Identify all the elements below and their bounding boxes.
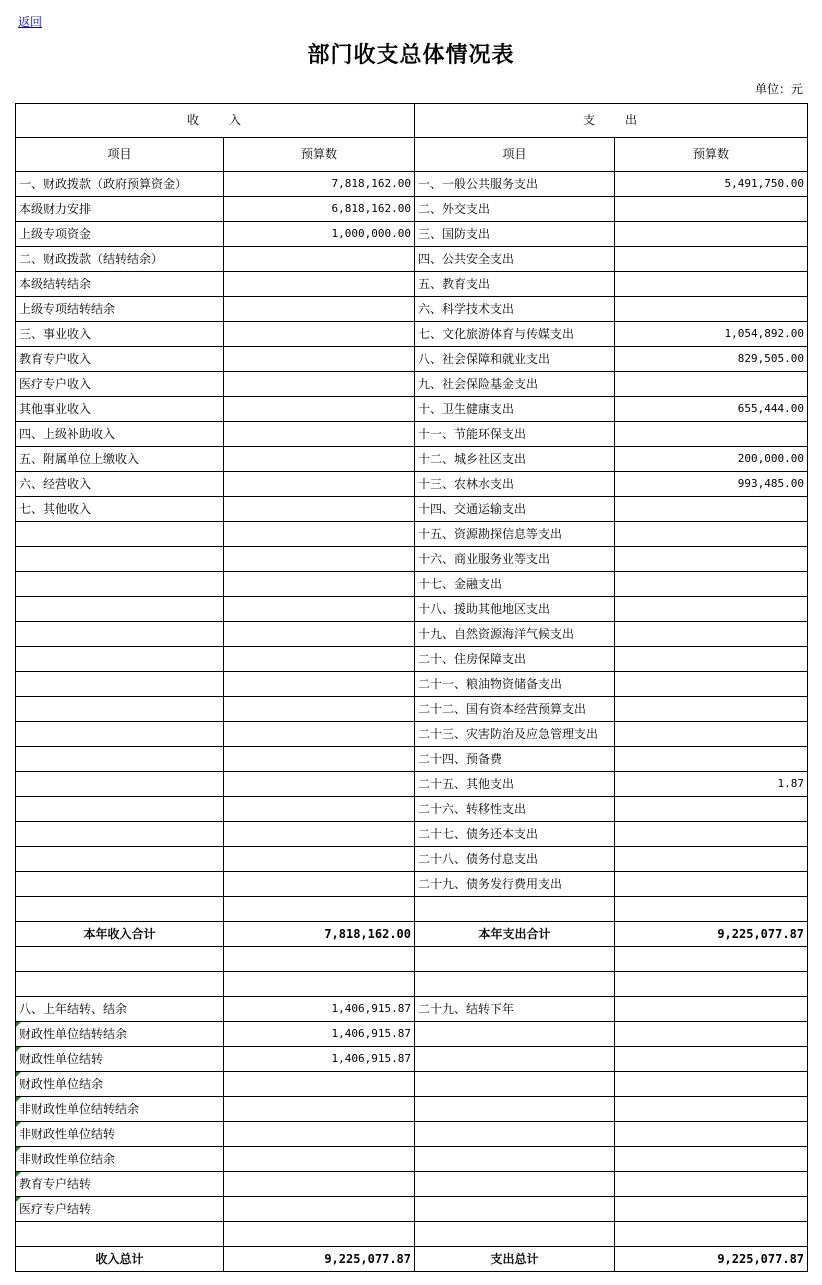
- income-budget-cell: [224, 1147, 415, 1172]
- expense-budget-cell: [615, 572, 808, 597]
- income-item-cell: 八、上年结转、结余: [16, 997, 224, 1022]
- expense-item-cell: 十五、资源勘探信息等支出: [415, 522, 615, 547]
- cell-comment-marker: [16, 1197, 21, 1202]
- income-item-cell: 六、经营收入: [16, 472, 224, 497]
- income-budget-cell: [224, 472, 415, 497]
- income-item-cell: [16, 572, 224, 597]
- expense-total-label: 本年支出合计: [415, 922, 615, 947]
- table-row: [16, 1197, 808, 1222]
- expense-budget-cell: [615, 822, 808, 847]
- unit-label: 单位：元: [754, 82, 803, 96]
- income-item-cell: [16, 672, 224, 697]
- table-row: [16, 1172, 808, 1197]
- income-budget-cell: [224, 772, 415, 797]
- expense-budget-cell: 1.87: [615, 772, 808, 797]
- income-item-cell: 五、附属单位上缴收入: [16, 447, 224, 472]
- cell-comment-marker: [16, 1097, 21, 1102]
- income-item-cell: 上级专项资金: [16, 222, 224, 247]
- table-row: [16, 247, 808, 272]
- income-total-value: 9,225,077.87: [224, 1247, 415, 1272]
- income-item-cell: [16, 722, 224, 747]
- table-row: [16, 1122, 808, 1147]
- table-row: [16, 972, 808, 997]
- table-row: [16, 322, 808, 347]
- expense-item-cell: 二十一、粮油物资储备支出: [415, 672, 615, 697]
- table-row: [16, 1222, 808, 1247]
- income-total-label: 收入总计: [16, 1247, 224, 1272]
- expense-item-cell: 十三、农林水支出: [415, 472, 615, 497]
- section-header-row: [16, 104, 808, 138]
- table-row: [16, 547, 808, 572]
- table-row: [16, 722, 808, 747]
- expense-item-cell: 二十九、债务发行费用支出: [415, 872, 615, 897]
- income-budget-cell: [224, 672, 415, 697]
- table-body: [16, 172, 808, 1272]
- income-budget-cell: [224, 547, 415, 572]
- table-row: [16, 622, 808, 647]
- income-item-cell: 二、财政拨款（结转结余）: [16, 247, 224, 272]
- income-item-cell: 本级财力安排: [16, 197, 224, 222]
- expense-item-cell: 二十三、灾害防治及应急管理支出: [415, 722, 615, 747]
- income-budget-cell: [224, 747, 415, 772]
- income-item-cell: [16, 897, 224, 922]
- income-total-value: 7,818,162.00: [224, 922, 415, 947]
- income-item-header: 项目: [16, 138, 224, 172]
- expense-item-cell: 二十七、债务还本支出: [415, 822, 615, 847]
- expense-budget-cell: 5,491,750.00: [615, 172, 808, 197]
- cell-comment-marker: [16, 1147, 21, 1152]
- expense-item-cell: 十九、自然资源海洋气候支出: [415, 622, 615, 647]
- expense-item-cell: 十八、援助其他地区支出: [415, 597, 615, 622]
- expense-budget-cell: [615, 622, 808, 647]
- income-budget-cell: [224, 572, 415, 597]
- income-budget-cell: [224, 322, 415, 347]
- cell-comment-marker: [16, 1122, 21, 1127]
- expense-budget-cell: [615, 722, 808, 747]
- table-row: [16, 647, 808, 672]
- expense-item-cell: [415, 897, 615, 922]
- expense-budget-cell: [615, 947, 808, 972]
- expense-budget-cell: 993,485.00: [615, 472, 808, 497]
- expense-budget-cell: [615, 647, 808, 672]
- table-row: [16, 747, 808, 772]
- expense-item-cell: 六、科学技术支出: [415, 297, 615, 322]
- expense-budget-cell: [615, 1147, 808, 1172]
- table-row: [16, 997, 808, 1022]
- income-budget-cell: [224, 972, 415, 997]
- expense-item-cell: 十一、节能环保支出: [415, 422, 615, 447]
- expense-item-cell: 二十八、债务付息支出: [415, 847, 615, 872]
- table-row: [16, 172, 808, 197]
- income-item-cell: [16, 972, 224, 997]
- expense-budget-cell: 829,505.00: [615, 347, 808, 372]
- table-row: [16, 522, 808, 547]
- expense-budget-cell: [615, 697, 808, 722]
- income-budget-cell: [224, 1222, 415, 1247]
- expense-item-cell: [415, 1047, 615, 1072]
- expense-budget-cell: [615, 1097, 808, 1122]
- table-row: [16, 947, 808, 972]
- income-budget-cell: [224, 622, 415, 647]
- cell-comment-marker: [16, 1072, 21, 1077]
- expense-item-header: 项目: [415, 138, 615, 172]
- expense-item-cell: 二十九、结转下年: [415, 997, 615, 1022]
- expense-item-cell: [415, 1147, 615, 1172]
- expense-item-cell: 七、文化旅游体育与传媒支出: [415, 322, 615, 347]
- table-row: [16, 822, 808, 847]
- table-row: [16, 1022, 808, 1047]
- expense-total-value: 9,225,077.87: [615, 1247, 808, 1272]
- expense-budget-cell: [615, 1122, 808, 1147]
- income-budget-cell: 1,406,915.87: [224, 1022, 415, 1047]
- table-row: [16, 497, 808, 522]
- budget-table: [15, 103, 808, 1272]
- income-item-cell: [16, 1222, 224, 1247]
- income-budget-cell: [224, 722, 415, 747]
- income-budget-cell: [224, 297, 415, 322]
- income-item-cell: [16, 847, 224, 872]
- expense-budget-cell: [615, 997, 808, 1022]
- expense-item-cell: [415, 1122, 615, 1147]
- income-budget-cell: [224, 1122, 415, 1147]
- table-row: [16, 872, 808, 897]
- expense-item-cell: 十二、城乡社区支出: [415, 447, 615, 472]
- income-item-cell: 财政性单位结转: [16, 1047, 224, 1072]
- income-item-cell: 财政性单位结转结余: [16, 1022, 224, 1047]
- income-budget-cell: [224, 372, 415, 397]
- expense-item-cell: 十、卫生健康支出: [415, 397, 615, 422]
- expense-total-value: 9,225,077.87: [615, 922, 808, 947]
- expense-budget-cell: [615, 547, 808, 572]
- table-row: [16, 447, 808, 472]
- expense-item-cell: 二十二、国有资本经营预算支出: [415, 697, 615, 722]
- income-budget-cell: [224, 447, 415, 472]
- expense-budget-cell: [615, 1172, 808, 1197]
- table-row: [16, 672, 808, 697]
- income-budget-cell: [224, 947, 415, 972]
- expense-budget-cell: [615, 297, 808, 322]
- table-row: [16, 572, 808, 597]
- expense-item-cell: 八、社会保障和就业支出: [415, 347, 615, 372]
- cell-comment-marker: [16, 1047, 21, 1052]
- expense-budget-header: 预算数: [615, 138, 808, 172]
- expense-item-cell: [415, 1222, 615, 1247]
- page-title: 部门收支总体情况表: [307, 42, 515, 68]
- income-item-cell: 财政性单位结余: [16, 1072, 224, 1097]
- income-budget-cell: [224, 597, 415, 622]
- expense-item-cell: 四、公共安全支出: [415, 247, 615, 272]
- expense-budget-cell: [615, 497, 808, 522]
- income-item-cell: [16, 797, 224, 822]
- income-item-cell: 三、事业收入: [16, 322, 224, 347]
- income-item-cell: 其他事业收入: [16, 397, 224, 422]
- expense-budget-cell: [615, 247, 808, 272]
- expense-budget-cell: [615, 1072, 808, 1097]
- expense-budget-cell: [615, 747, 808, 772]
- income-budget-cell: [224, 347, 415, 372]
- income-item-cell: [16, 647, 224, 672]
- cell-comment-marker: [16, 1172, 21, 1177]
- expense-item-cell: 二、外交支出: [415, 197, 615, 222]
- expense-budget-cell: [615, 272, 808, 297]
- expense-total-label: 支出总计: [415, 1247, 615, 1272]
- income-item-cell: 非财政性单位结转: [16, 1122, 224, 1147]
- income-item-cell: [16, 947, 224, 972]
- income-item-cell: 七、其他收入: [16, 497, 224, 522]
- table-row: [16, 297, 808, 322]
- expense-item-cell: [415, 1172, 615, 1197]
- income-item-cell: 非财政性单位结转结余: [16, 1097, 224, 1122]
- income-item-cell: 一、财政拨款（政府预算资金）: [16, 172, 224, 197]
- expense-item-cell: 五、教育支出: [415, 272, 615, 297]
- income-item-cell: 本级结转结余: [16, 272, 224, 297]
- expense-item-cell: 二十、住房保障支出: [415, 647, 615, 672]
- income-budget-cell: [224, 497, 415, 522]
- expense-budget-cell: [615, 672, 808, 697]
- expense-item-cell: 二十六、转移性支出: [415, 797, 615, 822]
- income-item-cell: [16, 772, 224, 797]
- table-row: [16, 847, 808, 872]
- expense-item-cell: 十六、商业服务业等支出: [415, 547, 615, 572]
- income-budget-cell: [224, 522, 415, 547]
- table-row: [16, 597, 808, 622]
- income-item-cell: 非财政性单位结余: [16, 1147, 224, 1172]
- income-item-cell: [16, 622, 224, 647]
- income-budget-cell: [224, 697, 415, 722]
- table-row: [16, 222, 808, 247]
- table-row: [16, 772, 808, 797]
- income-item-cell: [16, 872, 224, 897]
- table-row: [16, 1072, 808, 1097]
- table-row: [16, 472, 808, 497]
- cell-comment-marker: [16, 1022, 21, 1027]
- expense-section-header: 支 出: [415, 104, 808, 138]
- income-budget-cell: 1,406,915.87: [224, 997, 415, 1022]
- income-item-cell: 上级专项结转结余: [16, 297, 224, 322]
- income-budget-cell: [224, 1172, 415, 1197]
- expense-item-cell: [415, 947, 615, 972]
- income-budget-cell: [224, 1097, 415, 1122]
- income-budget-cell: [224, 422, 415, 447]
- table-row: [16, 347, 808, 372]
- income-budget-cell: [224, 797, 415, 822]
- expense-budget-cell: [615, 1197, 808, 1222]
- expense-item-cell: [415, 1097, 615, 1122]
- expense-budget-cell: 200,000.00: [615, 447, 808, 472]
- expense-item-cell: [415, 1197, 615, 1222]
- back-link[interactable]: 返回: [18, 15, 43, 29]
- income-section-header: 收 入: [16, 104, 415, 138]
- expense-item-cell: 一、一般公共服务支出: [415, 172, 615, 197]
- expense-item-cell: 九、社会保险基金支出: [415, 372, 615, 397]
- income-item-cell: [16, 522, 224, 547]
- expense-item-cell: 十七、金融支出: [415, 572, 615, 597]
- total-row: [16, 922, 808, 947]
- expense-budget-cell: [615, 372, 808, 397]
- expense-budget-cell: [615, 872, 808, 897]
- income-budget-cell: [224, 872, 415, 897]
- income-item-cell: [16, 547, 224, 572]
- table-row: [16, 422, 808, 447]
- expense-item-cell: 二十四、预备费: [415, 747, 615, 772]
- income-budget-cell: [224, 647, 415, 672]
- income-total-label: 本年收入合计: [16, 922, 224, 947]
- income-item-cell: [16, 822, 224, 847]
- income-budget-cell: [224, 847, 415, 872]
- expense-budget-cell: [615, 797, 808, 822]
- income-item-cell: [16, 597, 224, 622]
- expense-item-cell: [415, 1022, 615, 1047]
- income-budget-cell: 1,406,915.87: [224, 1047, 415, 1072]
- expense-budget-cell: [615, 1047, 808, 1072]
- expense-item-cell: 十四、交通运输支出: [415, 497, 615, 522]
- income-item-cell: [16, 747, 224, 772]
- total-row: [16, 1247, 808, 1272]
- income-item-cell: 四、上级补助收入: [16, 422, 224, 447]
- income-budget-cell: [224, 1072, 415, 1097]
- income-item-cell: 医疗专户收入: [16, 372, 224, 397]
- expense-budget-cell: 1,054,892.00: [615, 322, 808, 347]
- table-row: [16, 1097, 808, 1122]
- expense-budget-cell: [615, 422, 808, 447]
- income-budget-cell: 6,818,162.00: [224, 197, 415, 222]
- table-row: [16, 272, 808, 297]
- income-item-cell: 教育专户收入: [16, 347, 224, 372]
- expense-budget-cell: [615, 522, 808, 547]
- expense-budget-cell: [615, 847, 808, 872]
- table-row: [16, 1147, 808, 1172]
- expense-item-cell: [415, 972, 615, 997]
- expense-item-cell: [415, 1072, 615, 1097]
- table-row: [16, 897, 808, 922]
- table-row: [16, 797, 808, 822]
- expense-budget-cell: [615, 222, 808, 247]
- expense-budget-cell: [615, 1022, 808, 1047]
- expense-budget-cell: 655,444.00: [615, 397, 808, 422]
- table-row: [16, 397, 808, 422]
- income-budget-cell: [224, 897, 415, 922]
- income-item-cell: 医疗专户结转: [16, 1197, 224, 1222]
- expense-item-cell: 三、国防支出: [415, 222, 615, 247]
- table-row: [16, 197, 808, 222]
- income-budget-header: 预算数: [224, 138, 415, 172]
- table-row: [16, 1047, 808, 1072]
- expense-item-cell: 二十五、其他支出: [415, 772, 615, 797]
- income-budget-cell: [224, 272, 415, 297]
- income-budget-cell: 7,818,162.00: [224, 172, 415, 197]
- column-header-row: [16, 138, 808, 172]
- income-item-cell: [16, 697, 224, 722]
- income-budget-cell: [224, 1197, 415, 1222]
- income-budget-cell: [224, 822, 415, 847]
- income-budget-cell: 1,000,000.00: [224, 222, 415, 247]
- expense-budget-cell: [615, 1222, 808, 1247]
- income-item-cell: 教育专户结转: [16, 1172, 224, 1197]
- table-row: [16, 372, 808, 397]
- income-budget-cell: [224, 247, 415, 272]
- expense-budget-cell: [615, 972, 808, 997]
- expense-budget-cell: [615, 597, 808, 622]
- table-row: [16, 697, 808, 722]
- expense-budget-cell: [615, 197, 808, 222]
- income-budget-cell: [224, 397, 415, 422]
- expense-budget-cell: [615, 897, 808, 922]
